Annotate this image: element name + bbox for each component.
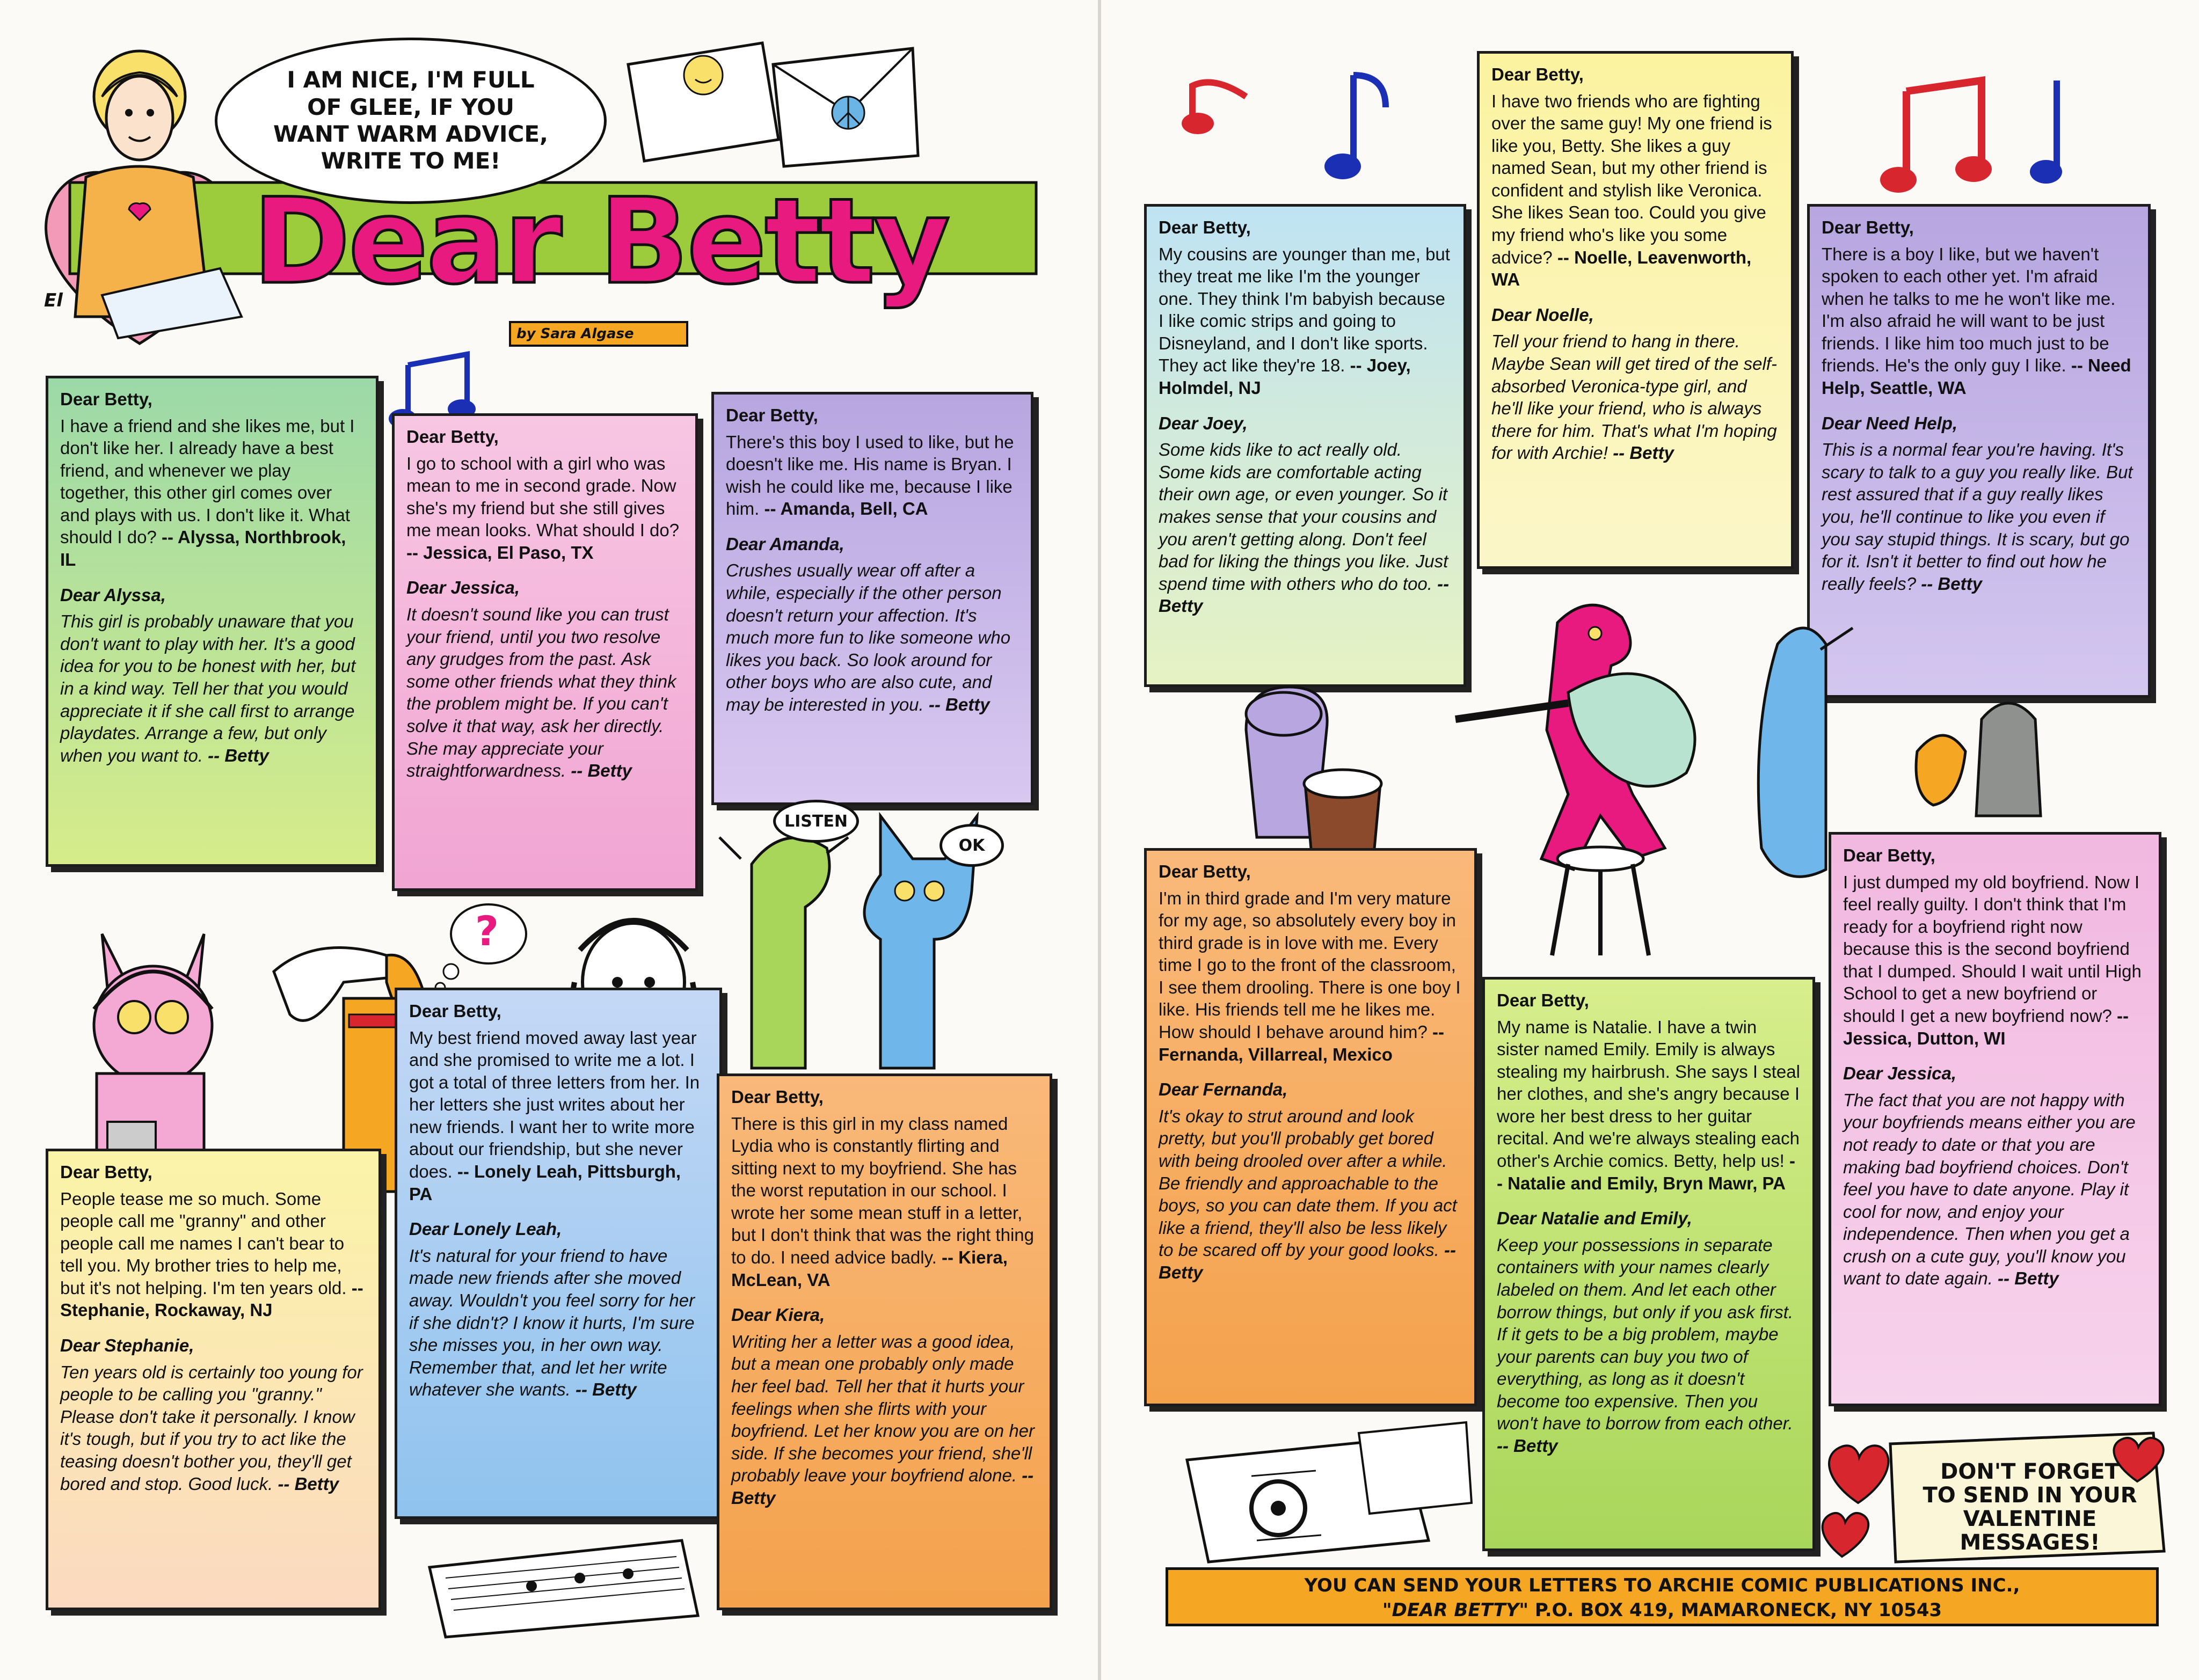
reply-signature: -- Betty	[576, 1379, 637, 1400]
letter-amanda	[711, 392, 1033, 805]
letter-question: I have two friends who are fighting over the same guy! My one friend is like you, Betty. She likes a guy named Sean, but my other friend is confident and stylish like Veronica. She likes Sean too. Could you give my friend who's like you some advice?	[1491, 91, 1772, 267]
letter-signature: -- Noelle, Leavenworth, WA	[1491, 247, 1752, 290]
letter-signature: -- Fernanda, Villarreal, Mexico	[1159, 1022, 1444, 1064]
letter-alyssa	[46, 376, 378, 867]
letter-question: My cousins are younger than me, but they treat me like I'm the younger one. They think I'm babyish because I like comic strips and going to Disneyland, and I don't like sports. They act like they're 18.	[1159, 244, 1450, 376]
reply-salutation: Dear Natalie and Emily,	[1497, 1208, 1692, 1229]
letter-salutation: Dear Betty,	[1491, 64, 1584, 84]
heart-icon	[1823, 1513, 1869, 1557]
letter-fernanda	[1144, 848, 1477, 1406]
letter-salutation: Dear Betty,	[731, 1087, 824, 1107]
letter-salutation: Dear Betty,	[1843, 845, 1935, 865]
letter-jessica-el-paso	[392, 413, 698, 891]
reply-salutation: Dear Amanda,	[726, 534, 844, 554]
footer-magazine-name: "DEAR BETTY"	[1382, 1599, 1529, 1621]
letter-natalie-emily	[1482, 977, 1815, 1551]
reply-text: This is a normal fear you're having. It's scary to talk to a guy you really like. But rest assured that if a guy really likes you, he'll continue to like you even if you say stupid things. It is scary, but go for it. Isn't it better to find out how he really feels?	[1822, 440, 2133, 594]
reply-salutation: Dear Jessica,	[406, 578, 520, 598]
letter-salutation: Dear Betty,	[409, 1001, 501, 1021]
reply-text: It doesn't sound like you can trust your friend, until you two resolve any grudges from the past. Ask some other friends what they think the problem might be. If you can't solve it that way, ask her directly. She may appreciate your straightforwardness.	[406, 604, 676, 781]
reply-text: Crushes usually wear off after a while, especially if the other person doesn't return your affection. It's much more fun to like someone who likes you back. So look around for other boys who are also cute, and may be interested in you.	[726, 560, 1011, 714]
letter-lonely-leah	[395, 988, 722, 1519]
reply-signature: -- Betty	[731, 1465, 1034, 1508]
betty-illustration	[38, 16, 263, 349]
reply-signature: -- Betty	[1159, 1240, 1456, 1282]
reply-text: This girl is probably unaware that you don't want to play with her. It's a good idea for you to be honest with her, but in a kind way. Tell her that you would appreciate it if she call first to arrange playdates. Arrange a few, but only when you want to.	[60, 611, 356, 765]
letter-salutation: Dear Betty,	[1822, 217, 1914, 237]
listen-text: LISTEN	[784, 812, 848, 831]
letter-question: People tease me so much. Some people call me "granny" and other people call me names I can't bear to tell you. My brother tries to help me, but it's not helping. I'm ten years old.	[60, 1188, 347, 1298]
blue-note-icon	[2030, 81, 2062, 184]
letter-question: I'm in third grade and I'm very mature for my age, so absolutely every boy in third grade is in love with me. Every time I go to the front of the classroom, I see them drooling. There is one boy I like. His friends tell me he likes me. How should I behave around him?	[1159, 888, 1461, 1042]
ok-text: OK	[958, 836, 985, 855]
letter-question: I have a friend and she likes me, but I don't like her. I already have a best friend, and whenever we play together, this other girl comes over and plays with us. I don't like it. What should I do?	[60, 415, 355, 547]
sheet-music-treble-clef	[1176, 1417, 1477, 1573]
letter-jessica-dutton	[1829, 832, 2161, 1406]
letter-question: My name is Natalie. I have a twin sister named Emily. Emily is always stealing my hairbrush. She says I steal her clothes, and she's angry because I wore her best dress to her guitar recital. And we're always stealing each other's Archie comics. Betty, help us!	[1497, 1017, 1800, 1171]
orange-fish	[1916, 735, 1965, 805]
reply-text: Ten years old is certainly too young for people to be calling you "granny." Please don't take it personally. I know it's tough, but if you try to act like the teasing doesn't bother you, they'll get bored and stop. Good luck.	[60, 1362, 363, 1494]
music-notes-top-left	[1182, 54, 1482, 193]
reply-text: Tell your friend to hang in there. Maybe Sean will get tired of the self-absorbed Veronica-type girl, and he'll like your friend, who is always there for him. That's what I'm hoping for with Archie!	[1491, 331, 1777, 463]
blue-note-icon	[1324, 75, 1386, 179]
stool-icon	[1552, 847, 1649, 955]
letter-signature: -- Joey, Holmdel, NJ	[1159, 355, 1411, 398]
reply-signature: -- Betty	[208, 745, 269, 765]
reply-signature: -- Betty	[1998, 1268, 2059, 1289]
letter-stephanie	[46, 1149, 381, 1610]
reply-salutation: Dear Fernanda,	[1159, 1079, 1288, 1100]
letter-salutation: Dear Betty,	[60, 1162, 152, 1182]
letter-signature: -- Kiera, McLean, VA	[731, 1247, 1008, 1290]
letter-signature: -- Amanda, Bell, CA	[764, 499, 928, 519]
reply-text: The fact that you are not happy with your boyfriends means either you are not ready to date or that you are making bad boyfriend choices. Don't feel you have to date anyone. Play it cool for now, and enjoy your independence. Then when you get a crush on a cute guy, you'll know you want to date again.	[1843, 1090, 2136, 1289]
envelope-smiley-icon	[628, 43, 778, 161]
reply-text: Some kids like to act really old. Some kids are comfortable acting their own age, or even younger. So it makes sense that your cousins and you aren't getting along. Don't feel bad for liking the things you like. Just spend time with others who do too.	[1159, 440, 1448, 594]
letter-question: There's this boy I used to like, but he doesn't like me. His name is Bryan. I wish he could like me, because I like him.	[726, 432, 1014, 519]
reply-salutation: Dear Lonely Leah,	[409, 1219, 562, 1239]
letter-noelle	[1477, 51, 1794, 569]
letter-signature: -- Need Help, Seattle, WA	[1822, 355, 2131, 398]
gray-seal	[1976, 703, 2041, 816]
reply-signature: -- Betty	[571, 761, 632, 781]
reply-salutation: Dear Alyssa,	[60, 585, 166, 605]
reply-text: It's okay to strut around and look pretty, but you'll probably get bored with being drooled over after a while. Be friendly and approachable to the boys, so you can date them. If you act like a friend, they'll also be less likely to be scared off by your good looks.	[1159, 1106, 1457, 1260]
ok-speech-bubble	[940, 824, 1004, 867]
letter-signature: -- Lonely Leah, Pittsburgh, PA	[409, 1162, 681, 1204]
speech-text: I AM NICE, I'M FULL OF GLEE, IF YOU WANT WARM ADVICE, WRITE TO ME!	[273, 67, 549, 174]
letter-signature: -- Jessica, Dutton, WI	[1843, 1006, 2129, 1048]
reply-signature: -- Betty	[1613, 443, 1674, 463]
reply-text: Writing her a letter was a good idea, but a mean one probably only made her feel bad. Tell her that it hurts your feelings when she flirts with your boyfriend. Let her know you are on her side. If she becomes your friend, she'll probably leave your boyfriend alone.	[731, 1331, 1035, 1486]
sheet-music-illustration	[424, 1535, 703, 1642]
listen-speech-bubble	[773, 800, 859, 843]
reply-text: Keep your possessions in separate containers with your names clearly labeled on them. And let each other borrow things, but only if you ask first. If it gets to be a big problem, maybe your parents can buy you two of everything, as long as it doesn't become too expensive. Then you won't have to borrow from each other.	[1497, 1235, 1794, 1434]
footer-address: P.O. BOX 419, MAMARONECK, NY 10543	[1534, 1599, 1942, 1621]
letter-salutation: Dear Betty,	[1497, 990, 1589, 1010]
letter-salutation: Dear Betty,	[726, 405, 818, 425]
letter-kiera	[717, 1073, 1052, 1610]
reply-signature: -- Betty	[1921, 573, 1982, 594]
letter-signature: -- Alyssa, Northbrook, IL	[60, 527, 346, 570]
letter-salutation: Dear Betty,	[1159, 861, 1251, 881]
reply-salutation: Dear Noelle,	[1491, 304, 1594, 325]
byline: by Sara Algase	[516, 326, 634, 342]
reply-text: It's natural for your friend to have made new friends after she moved away. Wouldn't you feel sorry for her if she didn't? I know it hurts, I'm sure she misses you, in her own way. Remember that, and let her write whatever she wants.	[409, 1245, 695, 1400]
page-title: Dear Betty	[252, 173, 949, 310]
mailing-address-footer	[1166, 1567, 2159, 1626]
reply-signature: -- Betty	[1497, 1435, 1558, 1456]
letter-question: I just dumped my old boyfriend. Now I feel really guilty. I don't think that I'm ready for a boyfriend right now because this is the second boyfriend that I dumped. Should I wait until High School to get a new boyfriend or should I get a new boyfriend now?	[1843, 872, 2142, 1026]
letter-salutation: Dear Betty,	[406, 427, 499, 447]
envelopes-illustration	[623, 32, 923, 172]
reply-signature: -- Betty	[278, 1473, 339, 1494]
letter-salutation: Dear Betty,	[1159, 217, 1251, 237]
green-dog	[719, 837, 848, 1068]
letter-salutation: Dear Betty,	[60, 389, 152, 409]
reply-salutation: Dear Kiera,	[731, 1305, 825, 1325]
letter-question: There is a boy I like, but we haven't spoken to each other yet. I'm afraid when he talks to me he won't like me. I'm also afraid he will want to be just friends. I like him too much just to be friends. He's the only guy I like.	[1822, 244, 2116, 376]
letter-signature: -- Stephanie, Rockaway, NJ	[60, 1277, 363, 1320]
right-page	[1101, 0, 2199, 1680]
letter-signature: -- Jessica, El Paso, TX	[406, 542, 594, 563]
reply-salutation: Dear Stephanie,	[60, 1335, 194, 1356]
reply-salutation: Dear Need Help,	[1822, 413, 1958, 433]
artist-initials: El	[44, 290, 63, 311]
footer-line-1: YOU CAN SEND YOUR LETTERS TO ARCHIE COMIC PUBLICATIONS INC.,	[1304, 1575, 2020, 1596]
reply-signature: -- Betty	[1159, 573, 1450, 616]
thought-question-mark: ?	[475, 907, 499, 955]
letter-question: I go to school with a girl who was mean to me in second grade. Now she's my friend but she still gives me mean looks. What should I do?	[406, 453, 680, 540]
letter-question: There is this girl in my class named Lydia who is constantly flirting and sitting next to my boyfriend. She has the worst reputation in our school. I wrote her some mean stuff in a letter, but I don't think that was the right thing to do. I need advice badly.	[731, 1113, 1034, 1268]
letter-question: My best friend moved away last year and she promised to write me a lot. I got a total of three letters from her. In her letters she just writes about her new friends. I want her to write more about our friendship, but she never does.	[409, 1027, 700, 1182]
left-page	[0, 0, 1098, 1680]
reply-salutation: Dear Jessica,	[1843, 1063, 1957, 1084]
heart-icon	[1829, 1445, 1888, 1503]
reply-salutation: Dear Joey,	[1159, 413, 1248, 433]
valentine-reminder: DON'T FORGET TO SEND IN YOUR VALENTINE MESSAGES!	[1923, 1459, 2137, 1555]
reply-signature: -- Betty	[928, 694, 990, 714]
letter-signature: -- Natalie and Emily, Bryn Mawr, PA	[1497, 1151, 1795, 1193]
red-note-icon	[1880, 81, 1992, 193]
envelope-peace-icon	[773, 48, 918, 166]
music-notes-top-right	[1874, 70, 2121, 209]
red-note-icon	[1182, 82, 1246, 134]
